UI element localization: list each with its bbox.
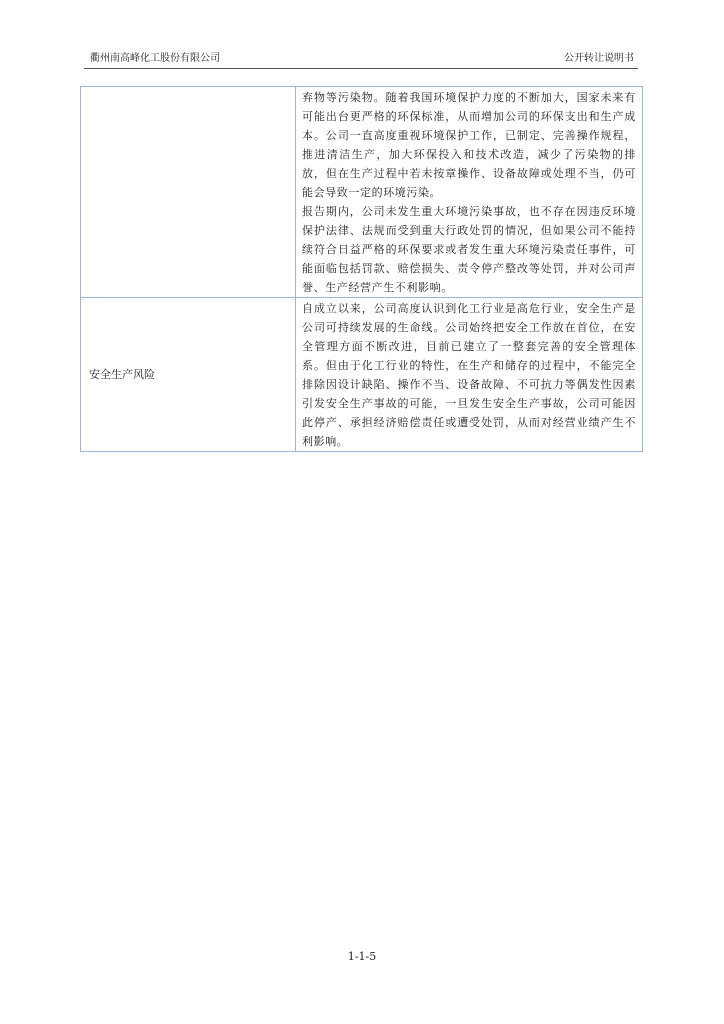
table-row <box>81 87 643 298</box>
risk-table <box>80 86 643 452</box>
risk-name-cell <box>81 87 296 298</box>
risk-paragraph: 报告期内，公司未发生重大环境污染事故，也不存在因违反环境保护法律、法规而受到重大行政处罚的情况，但如果公司不能持续符合日益严格的环保要求或者发生重大环境污染责任事件，可能面临包括罚款、赔偿损失、责令停产整改等处罚，并对公司声誉、生产经营产生不利影响。 <box>302 205 636 294</box>
table-row <box>81 298 643 452</box>
page-number: 1-1-5 <box>347 950 377 963</box>
risk-paragraph: 弃物等污染物。随着我国环境保护力度的不断加大，国家未来有可能出台更严格的环保标准，从而增加公司的环保支出和生产成本。公司一直高度重视环境保护工作，已制定、完善操作规程，推进清洁生产，加大环保投入和技术改造，减少了污染物的排放，但在生产过程中若未按章操作、设备故障或处理不当，仍可能会导致一定的环境污染。 <box>302 91 636 199</box>
risk-description-cell <box>296 87 643 298</box>
document-title: 公开转让说明书 <box>564 53 634 64</box>
page-header <box>84 52 638 69</box>
risk-paragraph: 自成立以来，公司高度认识到化工行业是高危行业，安全生产是公司可持续发展的生命线。公司始终把安全工作放在首位，在安全管理方面不断改进，目前已建立了一整套完善的安全管理体系。但由于化工行业的特性，在生产和储存的过程中，不能完全排除因设计缺陷、操作不当、设备故障、不可抗力等偶发性因素引发安全生产事故的可能，一旦发生安全生产事故，公司可能因此停产、承担经济赔偿责任或遭受处罚，从而对经营业绩产生不利影响。 <box>302 302 636 448</box>
company-name: 衢州南高峰化工股份有限公司 <box>90 53 220 64</box>
risk-name-cell <box>81 298 296 452</box>
risk-description-cell <box>296 298 643 452</box>
risk-name: 安全生产风险 <box>89 368 155 381</box>
